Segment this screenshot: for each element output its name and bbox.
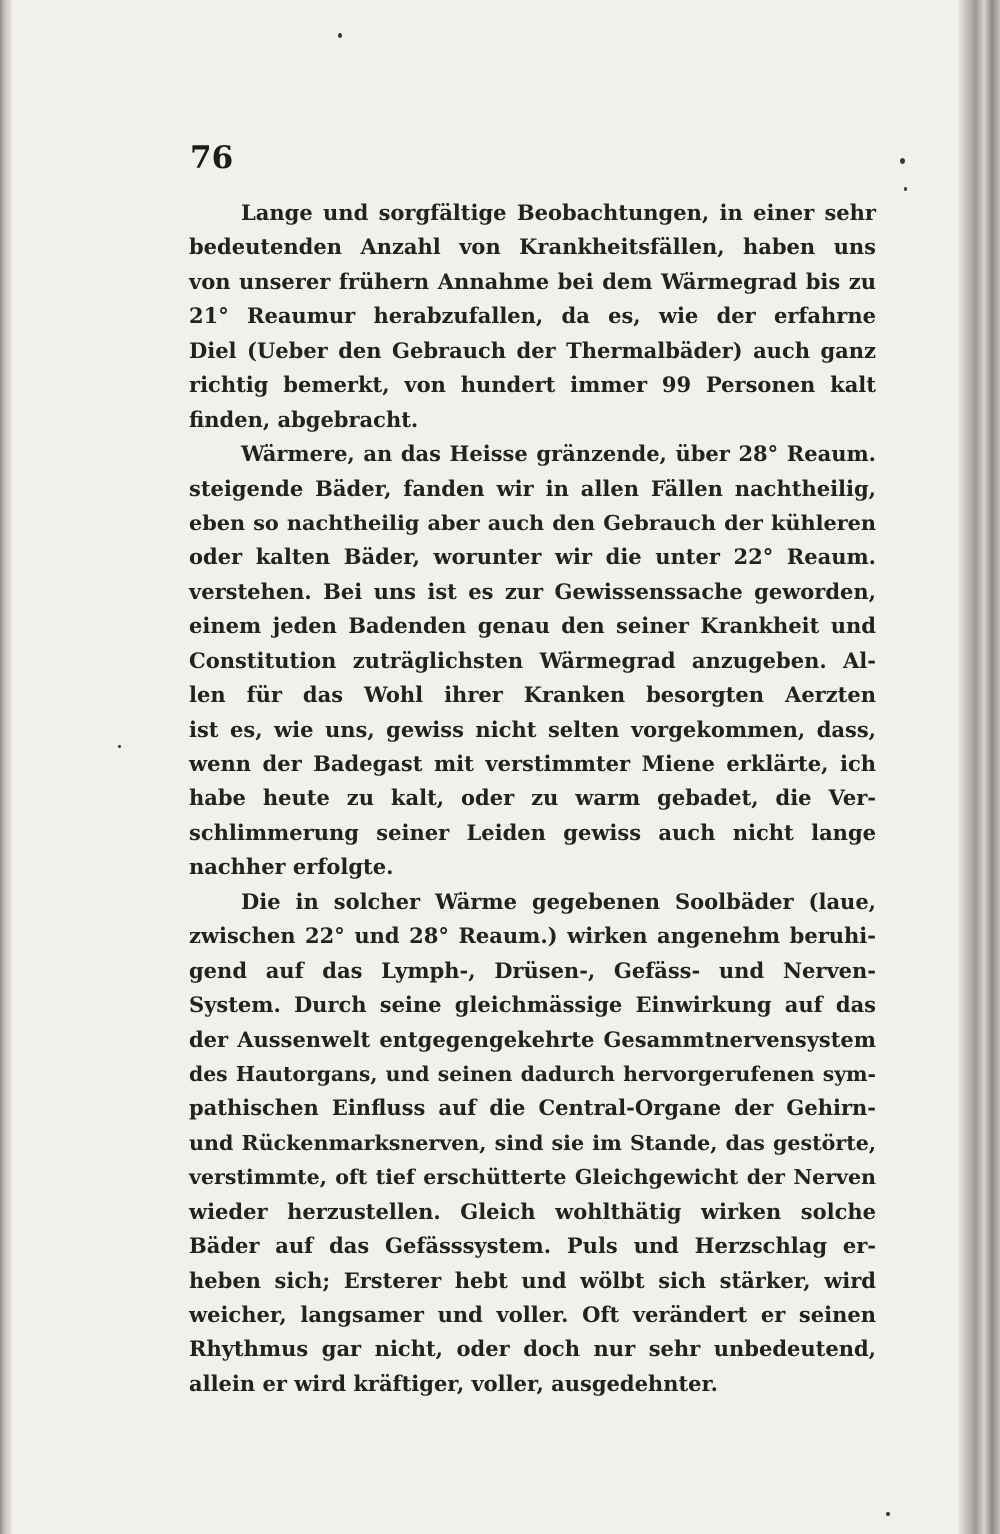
text-line: allein er wird kräftiger, voller, ausgedehnter. bbox=[189, 1370, 718, 1396]
text-line: weicher, langsamer und voller. Oft verändert er seinen bbox=[189, 1302, 876, 1327]
text-line: gend auf das Lymph-, Drüsen-, Gefäss- und Nerven- bbox=[189, 957, 876, 983]
text-line: zwischen 22° und 28° Reaum.) wirken angenehm beruhi- bbox=[189, 923, 876, 949]
text-line: oder kalten Bäder, worunter wir die unter 22° Reaum. bbox=[189, 544, 876, 570]
text-line: 21° Reaumur herabzufallen, da es, wie der erfahrne bbox=[189, 303, 876, 329]
text-line: wenn der Badegast mit verstimmter Miene erklärte, ich bbox=[189, 751, 876, 776]
text-line: verstehen. Bei uns ist es zur Gewissenssache geworden, bbox=[189, 578, 876, 604]
ink-speck bbox=[904, 187, 907, 191]
text-line: bedeutenden Anzahl von Krankheitsfällen, haben uns bbox=[189, 234, 876, 260]
book-gutter-edge bbox=[0, 0, 12, 1534]
text-line: habe heute zu kalt, oder zu warm gebadet, die Ver- bbox=[189, 785, 876, 811]
text-line: System. Durch seine gleichmässige Einwirkung auf das bbox=[189, 992, 876, 1018]
text-line: wieder herzustellen. Gleich wohlthätig wirken solche bbox=[189, 1198, 876, 1224]
text-line: des Hautorgans, und seinen dadurch hervorgerufenen sym- bbox=[189, 1061, 876, 1086]
text-line: einem jeden Badenden genau den seiner Krankheit und bbox=[189, 613, 876, 639]
text-line: eben so nachtheilig aber auch den Gebrauch der kühleren bbox=[189, 509, 876, 535]
text-line: Lange und sorgfältige Beobachtungen, in einer sehr bbox=[241, 200, 876, 225]
text-line: Wärmere, an das Heisse gränzende, über 28° Reaum. bbox=[241, 441, 876, 467]
text-line: der Aussenwelt entgegengekehrte Gesammtnervensystem bbox=[189, 1026, 876, 1052]
text-line: und Rückenmarksnerven, sind sie im Stande, das gestörte, bbox=[189, 1130, 876, 1155]
text-line: nachher erfolgte. bbox=[189, 854, 394, 880]
text-line: pathischen Einfluss auf die Central-Organe der Gehirn- bbox=[189, 1095, 876, 1121]
text-line: Die in solcher Wärme gegebenen Soolbäder (laue, bbox=[241, 888, 876, 914]
text-line: steigende Bäder, fanden wir in allen Fällen nachtheilig, bbox=[189, 475, 876, 501]
text-line: len für das Wohl ihrer Kranken besorgten Aerzten bbox=[189, 682, 876, 708]
text-line: von unserer frühern Annahme bei dem Wärmegrad bis zu bbox=[189, 268, 876, 294]
text-line: Rhythmus gar nicht, oder doch nur sehr unbedeutend, bbox=[189, 1336, 876, 1362]
ink-speck bbox=[118, 745, 121, 748]
ink-speck bbox=[900, 158, 905, 164]
ink-speck bbox=[886, 1512, 890, 1516]
text-line: verstimmte, oft tief erschütterte Gleichgewicht der Nerven bbox=[189, 1165, 876, 1190]
text-line: ist es, wie uns, gewiss nicht selten vorgekommen, dass, bbox=[189, 716, 876, 742]
text-line: schlimmerung seiner Leiden gewiss auch nicht lange bbox=[189, 819, 876, 845]
page-stack-edge bbox=[958, 0, 1000, 1534]
text-line: heben sich; Ersterer hebt und wölbt sich stärker, wird bbox=[189, 1267, 876, 1293]
text-line: richtig bemerkt, von hundert immer 99 Personen kalt bbox=[189, 372, 876, 398]
text-line: Constitution zuträglichsten Wärmegrad anzugeben. Al- bbox=[189, 647, 876, 673]
text-line: Bäder auf das Gefässsystem. Puls und Herzschlag er- bbox=[189, 1233, 876, 1259]
body-text bbox=[189, 196, 876, 1401]
ink-speck bbox=[338, 33, 342, 38]
page-number: 76 bbox=[190, 140, 234, 176]
text-line: Diel (Ueber den Gebrauch der Thermalbäder) auch ganz bbox=[189, 337, 876, 363]
text-line: finden, abgebracht. bbox=[189, 406, 419, 432]
